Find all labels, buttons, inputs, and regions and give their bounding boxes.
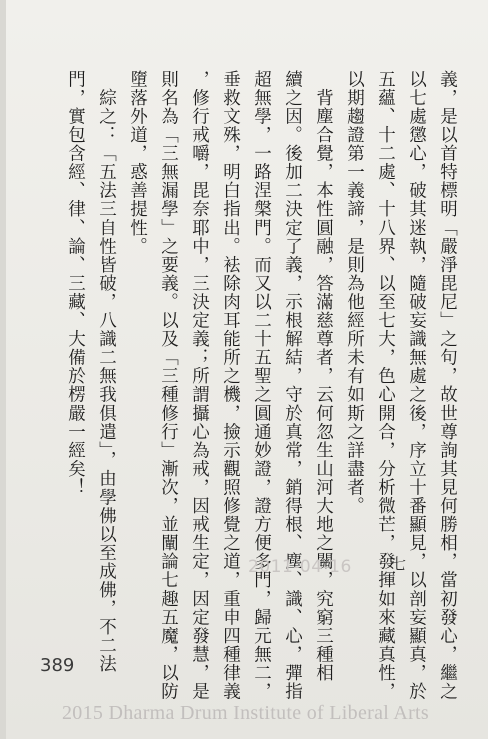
text-column-7: 超無學，一路涅槃門。而又以二十五聖之圓通妙證，證方便多門，歸元無二， <box>251 70 272 701</box>
text-column-1: 義，是以首特標明「嚴淨毘尼」之句，故世尊詢其見何勝相，當初發心，繼之 <box>437 70 458 701</box>
text-column-8: 垂救文殊，明白指出。袪除肉耳能所之機，撿示觀照修覺之道，重申四種律義 <box>220 70 241 701</box>
text-column-10: 則名為「三無漏學」之要義。以及「三種修行」漸次，並闡論七趣五魔，以防 <box>158 70 179 701</box>
text-column-2: 以七處懲心，破其迷執，隨破妄識無處之後，序立十番顯見，以剖妄顯真，於 <box>406 70 427 701</box>
text-column-11: 墮落外道，惑善提性。 <box>127 70 148 256</box>
page-number: 389 <box>40 655 75 676</box>
text-column-3: 五蘊、十二處、十八界、以至七大，色心開合，分析微芒，發揮如來藏真性， <box>375 70 396 701</box>
text-column-4: 以期趨證第一義諦，是則為他經所未有如斯之詳盡者。 <box>344 70 365 516</box>
text-column-13: 門，實包含經、律、論、三藏、大備於楞嚴一經矣！ <box>65 70 86 497</box>
chinese-page-number: 七 <box>391 555 407 573</box>
vertical-text-block <box>58 70 458 701</box>
text-column-9: ，修行戒嚼，毘奈耶中，三決定義；所謂攝心為戒，因戒生定，因定發慧，是 <box>189 70 210 701</box>
text-column-6: 續之因。後加二決定了義，示根解結，守於真常，銷得根、塵、識、心，彈指 <box>282 70 303 701</box>
text-column-5: 背塵合覺，本性圓融，答滿慈尊者，云何忽生山河大地之關，究窮三種相 <box>313 70 334 683</box>
date-watermark: 2011-04-16 <box>248 557 352 577</box>
footer-watermark: 2015 Dharma Drum Institute of Liberal Arts <box>62 702 429 724</box>
text-column-12: 綜之：「五法三自性皆破，八識二無我俱遣」，由學佛以至成佛，不二法 <box>96 70 117 674</box>
scan-edge <box>0 0 6 739</box>
